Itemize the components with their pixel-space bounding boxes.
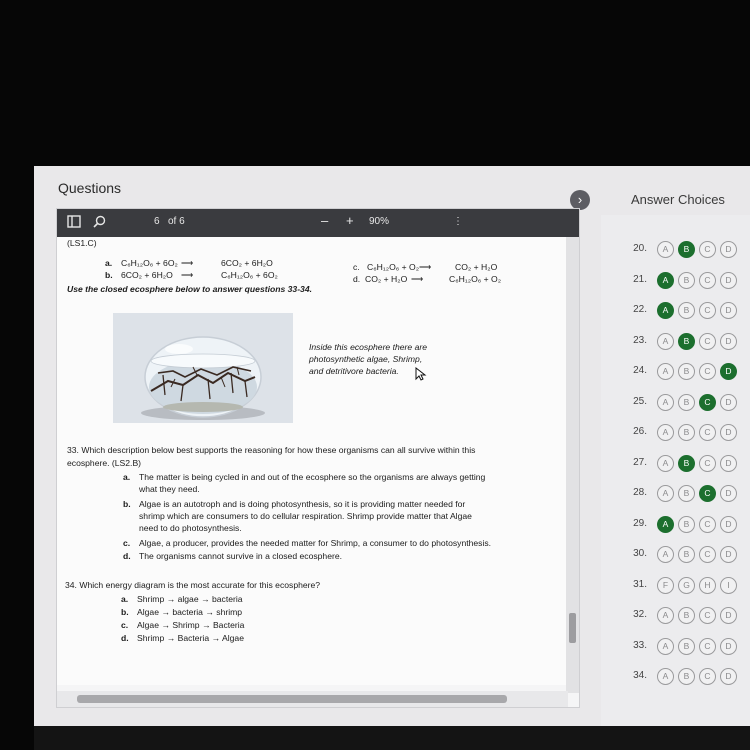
answer-bubble-a[interactable]: A bbox=[657, 363, 674, 380]
answer-choices-panel bbox=[601, 215, 750, 726]
answer-bubble-a[interactable]: A bbox=[657, 607, 674, 624]
question-number: 26. bbox=[633, 426, 647, 437]
caption-line-1: Inside this ecosphere there are bbox=[309, 342, 427, 352]
answer-bubble-a[interactable]: A bbox=[657, 241, 674, 258]
answer-bubble-d[interactable]: D bbox=[720, 272, 737, 289]
question-number: 27. bbox=[633, 456, 647, 468]
answer-bubble-b[interactable]: B bbox=[678, 455, 695, 472]
q33-option-a-line-1: The matter is being cycled in and out of the ecosphere so the organisms are always getting bbox=[139, 472, 486, 482]
sidebar-toggle-icon[interactable] bbox=[67, 215, 81, 231]
q34-option-a: Shrimp → algae → bacteria bbox=[137, 594, 243, 604]
answer-bubble-a[interactable]: A bbox=[657, 424, 674, 441]
answer-choices-title: Answer Choices bbox=[631, 192, 725, 207]
q33-option-b-line-1: Algae is an autotroph and is doing photosynthesis, so it is providing matter needed for bbox=[139, 499, 466, 509]
answer-bubble-d[interactable]: D bbox=[720, 668, 737, 685]
answer-bubble-d[interactable]: D bbox=[720, 394, 737, 411]
arrow-icon: ⟶ bbox=[411, 274, 424, 284]
q33-option-b-line-3: need to do photosynthesis. bbox=[139, 523, 242, 533]
question-number: 24. bbox=[633, 365, 647, 376]
caption-line-2: photosynthetic algae, Shrimp, bbox=[309, 354, 423, 364]
answer-bubble-a[interactable]: A bbox=[657, 333, 674, 350]
more-options-icon[interactable]: ⋮ bbox=[453, 216, 463, 227]
answer-bubble-b[interactable]: B bbox=[678, 516, 695, 533]
answer-row bbox=[601, 300, 750, 322]
q34-option-a-label: a. bbox=[121, 594, 129, 604]
zoom-level[interactable]: 90% bbox=[369, 216, 390, 227]
answer-bubble-c[interactable]: C bbox=[699, 394, 716, 411]
answer-bubble-c[interactable]: C bbox=[699, 424, 716, 441]
answer-bubble-b[interactable]: B bbox=[678, 394, 695, 411]
question-33-line-1: 33. Which description below best supports the reasoning for how these organisms can all survive within this bbox=[67, 445, 476, 455]
answer-bubble-b[interactable]: B bbox=[678, 241, 695, 258]
q34-option-b: Algae → bacteria → shrimp bbox=[137, 607, 243, 617]
pdf-toolbar bbox=[57, 209, 579, 237]
answer-bubble-a[interactable]: A bbox=[657, 394, 674, 411]
answer-row bbox=[601, 239, 750, 261]
vertical-scroll-thumb[interactable] bbox=[569, 613, 576, 643]
answer-bubble-a[interactable]: A bbox=[657, 516, 674, 533]
answer-row bbox=[601, 544, 750, 566]
question-number: 23. bbox=[633, 334, 647, 346]
horizontal-scroll-thumb[interactable] bbox=[77, 695, 507, 703]
answer-bubble-a[interactable]: A bbox=[657, 302, 674, 319]
q34-option-d-label: d. bbox=[121, 633, 129, 643]
answer-bubble-b[interactable]: B bbox=[678, 485, 695, 502]
equation-a-label: a. bbox=[105, 258, 113, 268]
answer-row bbox=[601, 636, 750, 658]
q33-option-a-line-2: what they need. bbox=[139, 484, 200, 494]
answer-bubble-h[interactable]: H bbox=[699, 577, 716, 594]
answer-bubble-b[interactable]: B bbox=[678, 424, 695, 441]
equation-a-left: C₆H₁₂O₆ + 6O₂ bbox=[121, 258, 178, 268]
equation-d-right: C₆H₁₂O₆ + O₂ bbox=[449, 274, 502, 284]
answer-row bbox=[601, 514, 750, 536]
answer-bubble-d[interactable]: D bbox=[720, 516, 737, 533]
monitor-bezel-bottom bbox=[34, 726, 750, 750]
answer-bubble-c[interactable]: C bbox=[699, 516, 716, 533]
question-number: 22. bbox=[633, 304, 647, 315]
next-arrow-icon[interactable]: › bbox=[570, 190, 590, 210]
q33-option-d: The organisms cannot survive in a closed ecosphere. bbox=[139, 551, 343, 561]
answer-bubble-b[interactable]: B bbox=[678, 607, 695, 624]
q33-option-a-label: a. bbox=[123, 472, 131, 482]
answer-bubble-c[interactable]: C bbox=[699, 272, 716, 289]
zoom-out-button[interactable]: – bbox=[321, 213, 329, 228]
answer-row bbox=[601, 605, 750, 627]
equation-c-label: c. bbox=[353, 262, 360, 272]
equation-c-left: C₆H₁₂O₆ + O₂ bbox=[367, 262, 420, 272]
vertical-scrollbar[interactable] bbox=[566, 237, 579, 693]
q34-option-d: Shrimp → Bacteria → Algae bbox=[137, 633, 244, 643]
equation-b-label: b. bbox=[105, 270, 113, 280]
question-number: 30. bbox=[633, 548, 647, 559]
search-icon[interactable] bbox=[93, 215, 106, 231]
answer-bubble-d[interactable]: D bbox=[720, 607, 737, 624]
question-number: 33. bbox=[633, 639, 647, 651]
answer-bubble-c[interactable]: C bbox=[699, 302, 716, 319]
question-number: 31. bbox=[633, 578, 647, 590]
answer-bubble-i[interactable]: I bbox=[720, 577, 737, 594]
question-number: 25. bbox=[633, 395, 647, 407]
answer-bubble-b[interactable]: B bbox=[678, 302, 695, 319]
answer-row bbox=[601, 575, 750, 597]
q33-option-b-label: b. bbox=[123, 499, 131, 509]
equation-d-label: d. bbox=[353, 274, 361, 284]
answer-bubble-b[interactable]: B bbox=[678, 363, 695, 380]
answer-row bbox=[601, 483, 750, 505]
answer-bubble-b[interactable]: B bbox=[678, 638, 695, 655]
answer-bubble-c[interactable]: C bbox=[699, 455, 716, 472]
q33-option-d-label: d. bbox=[123, 551, 131, 561]
question-number: 21. bbox=[633, 273, 647, 285]
equation-d-left: CO₂ + H₂O bbox=[365, 274, 408, 284]
ecosphere-image bbox=[113, 313, 293, 423]
answer-row bbox=[601, 666, 750, 688]
q33-option-c-label: c. bbox=[123, 538, 131, 548]
q33-option-c: Algae, a producer, provides the needed matter for Shrimp, a consumer to do photosynthesis. bbox=[139, 538, 492, 548]
answer-bubble-d[interactable]: D bbox=[720, 485, 737, 502]
answer-bubble-a[interactable]: A bbox=[657, 272, 674, 289]
caption-line-3: and detritivore bacteria. bbox=[309, 366, 399, 376]
pdf-document-page bbox=[57, 237, 567, 685]
answer-bubble-d[interactable]: D bbox=[720, 455, 737, 472]
answer-bubble-a[interactable]: A bbox=[657, 668, 674, 685]
answer-bubble-d[interactable]: D bbox=[720, 302, 737, 319]
answer-bubble-g[interactable]: G bbox=[678, 577, 695, 594]
answer-bubble-a[interactable]: A bbox=[657, 546, 674, 563]
arrow-icon: ⟶ bbox=[181, 270, 194, 280]
q34-option-c-label: c. bbox=[121, 620, 129, 630]
ecosphere-instruction: Use the closed ecosphere below to answer questions 33-34. bbox=[67, 284, 313, 294]
answer-bubble-c[interactable]: C bbox=[699, 607, 716, 624]
questions-panel bbox=[56, 208, 580, 708]
equation-b-right: C₆H₁₂O₆ + 6O₂ bbox=[221, 270, 278, 280]
questions-title: Questions bbox=[58, 180, 122, 196]
answer-bubble-c[interactable]: C bbox=[699, 333, 716, 350]
zoom-in-button[interactable]: + bbox=[346, 213, 354, 228]
answer-row bbox=[601, 361, 750, 383]
equation-b-left: 6CO₂ + 6H₂O bbox=[121, 270, 173, 280]
answer-bubble-b[interactable]: B bbox=[678, 333, 695, 350]
question-34: 34. Which energy diagram is the most accurate for this ecosphere? bbox=[65, 580, 321, 590]
answer-bubble-d[interactable]: D bbox=[720, 424, 737, 441]
answer-bubble-b[interactable]: B bbox=[678, 546, 695, 563]
answer-bubble-b[interactable]: B bbox=[678, 272, 695, 289]
answer-bubble-b[interactable]: B bbox=[678, 668, 695, 685]
question-33-line-2: ecosphere. (LS2.B) bbox=[67, 458, 142, 468]
arrow-icon: ⟶ bbox=[181, 258, 194, 268]
answer-bubble-f[interactable]: F bbox=[657, 577, 674, 594]
q33-option-b-line-2: shrimp which are consumers to do cellular respiration. Shrimp provide matter that Algae bbox=[139, 511, 472, 521]
answer-row bbox=[601, 392, 750, 414]
answer-row bbox=[601, 331, 750, 353]
equation-a-right: 6CO₂ + 6H₂O bbox=[221, 258, 273, 268]
answer-bubble-d[interactable]: D bbox=[720, 638, 737, 655]
answer-bubble-a[interactable]: A bbox=[657, 485, 674, 502]
answer-bubble-d[interactable]: D bbox=[720, 363, 737, 380]
answer-bubble-c[interactable]: C bbox=[699, 363, 716, 380]
answer-bubble-c[interactable]: C bbox=[699, 485, 716, 502]
answer-bubble-d[interactable]: D bbox=[720, 546, 737, 563]
answer-bubble-a[interactable]: A bbox=[657, 638, 674, 655]
answer-bubble-d[interactable]: D bbox=[720, 333, 737, 350]
answer-bubble-a[interactable]: A bbox=[657, 455, 674, 472]
standard-code: (LS1.C) bbox=[67, 238, 97, 248]
q34-option-b-label: b. bbox=[121, 607, 129, 617]
page-number-field[interactable]: 6 bbox=[154, 216, 160, 227]
question-number: 29. bbox=[633, 517, 647, 529]
question-number: 34. bbox=[633, 670, 647, 681]
answer-bubble-d[interactable]: D bbox=[720, 241, 737, 258]
question-number: 32. bbox=[633, 609, 647, 620]
page-count: of 6 bbox=[168, 216, 185, 227]
arrow-icon: ⟶ bbox=[419, 262, 432, 272]
answer-row bbox=[601, 453, 750, 475]
mouse-cursor-icon bbox=[415, 367, 427, 385]
answer-bubble-c[interactable]: C bbox=[699, 668, 716, 685]
answer-bubble-c[interactable]: C bbox=[699, 638, 716, 655]
horizontal-scrollbar[interactable] bbox=[57, 691, 568, 707]
question-number: 28. bbox=[633, 487, 647, 498]
answer-row bbox=[601, 270, 750, 292]
answer-bubble-c[interactable]: C bbox=[699, 241, 716, 258]
answer-row bbox=[601, 422, 750, 444]
question-number: 20. bbox=[633, 243, 647, 254]
equation-c-right: CO₂ + H₂O bbox=[455, 262, 498, 272]
answer-bubble-c[interactable]: C bbox=[699, 546, 716, 563]
q34-option-c: Algae → Shrimp → Bacteria bbox=[137, 620, 245, 630]
